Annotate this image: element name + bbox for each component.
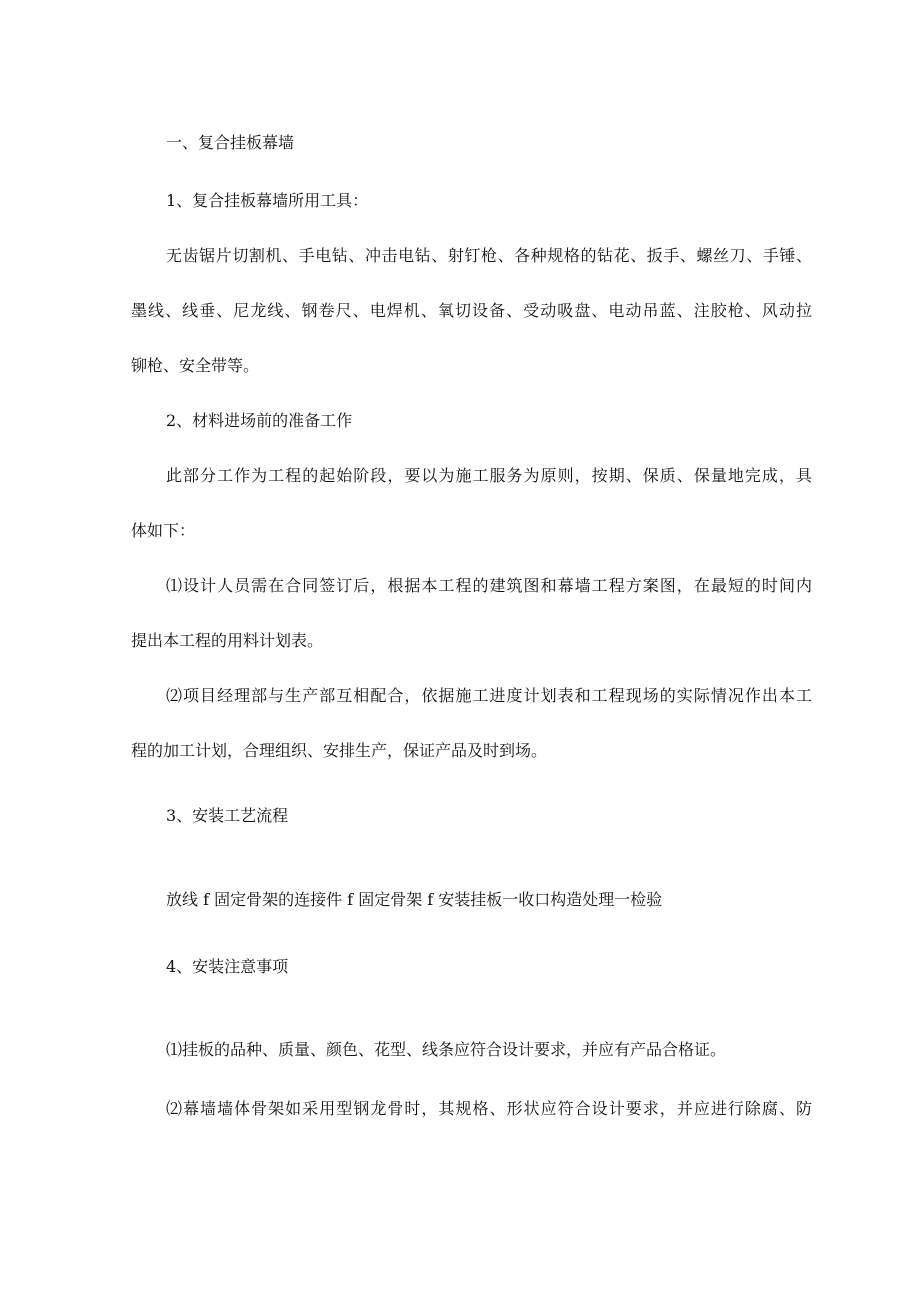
section-heading: 一、复合挂板幕墙 xyxy=(166,133,295,152)
prep-item-1-line-2: 提出本工程的用料计划表。 xyxy=(131,631,324,650)
prep-item-2-line-1: ⑵项目经理部与生产部互相配合，依据施工进度计划表和工程现场的实际情况作出本工 xyxy=(166,686,812,705)
prep-intro-line-1: 此部分工作为工程的起始阶段，要以为施工服务为原则，按期、保质、保量地完成，具 xyxy=(166,466,812,485)
tools-heading: 1、复合挂板幕墙所用工具： xyxy=(166,191,369,210)
tools-line-1: 无齿锯片切割机、手电钻、冲击电钻、射钉枪、各种规格的钻花、扳手、螺丝刀、手锤、 xyxy=(166,246,812,265)
notes-heading: 4、安装注意事项 xyxy=(166,957,289,976)
prep-item-2-line-2: 程的加工计划，合理组织、安排生产，保证产品及时到场。 xyxy=(131,741,548,760)
tools-line-2: 墨线、线垂、尼龙线、钢卷尺、电焊机、氧切设备、受动吸盘、电动吊蓝、注胶枪、风动拉 xyxy=(131,301,812,320)
prep-heading: 2、材料进场前的准备工作 xyxy=(166,411,353,430)
prep-intro-line-2: 体如下： xyxy=(131,521,196,540)
notes-item-2: ⑵幕墙墙体骨架如采用型钢龙骨时，其规格、形状应符合设计要求，并应进行除腐、防 xyxy=(166,1099,812,1118)
prep-item-1-line-1: ⑴设计人员需在合同签订后，根据本工程的建筑图和幕墙工程方案图，在最短的时间内 xyxy=(166,576,812,595)
notes-item-1: ⑴挂板的品种、质量、颜色、花型、线条应符合设计要求，并应有产品合格证。 xyxy=(166,1040,727,1059)
tools-line-3: 铆枪、安全带等。 xyxy=(131,356,260,375)
process-heading: 3、安装工艺流程 xyxy=(166,806,289,825)
process-flow: 放线 f 固定骨架的连接件 f 固定骨架 f 安装挂板一收口构造处理一检验 xyxy=(166,890,663,909)
